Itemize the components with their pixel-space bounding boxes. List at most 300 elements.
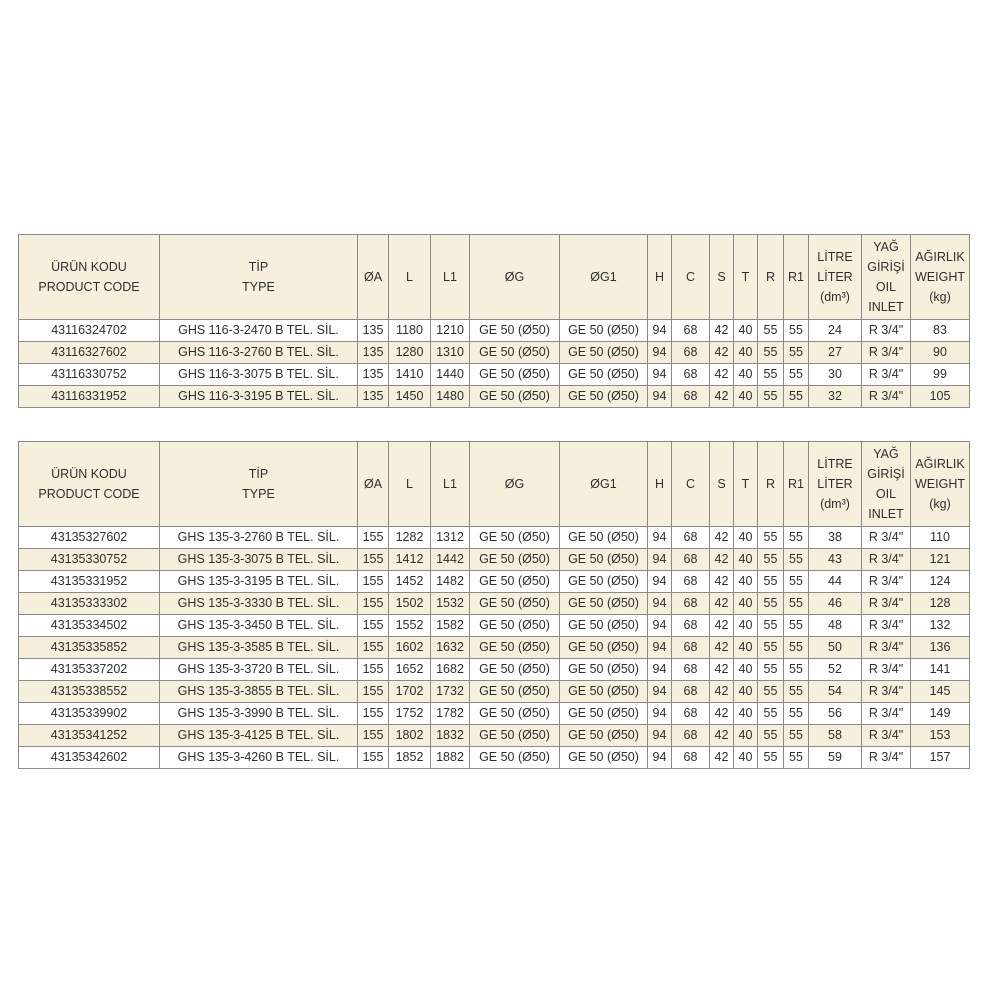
cell-dim-r1: 55 — [784, 527, 809, 549]
cell-dim-r: 55 — [758, 615, 784, 637]
cell-dim-s: 42 — [710, 593, 734, 615]
cell-dim-c: 68 — [672, 681, 710, 703]
cell-volume-litre: 54 — [809, 681, 862, 703]
cell-length-l: 1412 — [389, 549, 431, 571]
cell-dim-s: 42 — [710, 637, 734, 659]
cell-weight: 132 — [911, 615, 970, 637]
cell-type: GHS 135-3-3330 B TEL. SİL. — [160, 593, 358, 615]
header-line: INLET — [868, 300, 904, 314]
cell-diameter-g: GE 50 (Ø50) — [470, 659, 560, 681]
cell-length-l1: 1582 — [431, 615, 470, 637]
cell-oil-inlet: R 3/4" — [862, 681, 911, 703]
cell-length-l1: 1882 — [431, 747, 470, 769]
table-row — [19, 659, 970, 681]
cell-product-code: 43116331952 — [19, 386, 160, 408]
header-line: LİTRE — [817, 457, 853, 471]
header-g1: ØG1 — [560, 235, 648, 320]
cell-diameter-g: GE 50 (Ø50) — [470, 386, 560, 408]
header-line: (dm³) — [820, 497, 850, 511]
cell-length-l1: 1682 — [431, 659, 470, 681]
cell-dim-t: 40 — [734, 637, 758, 659]
cell-diameter-g: GE 50 (Ø50) — [470, 342, 560, 364]
cell-diameter-g: GE 50 (Ø50) — [470, 320, 560, 342]
cell-length-l1: 1442 — [431, 549, 470, 571]
header-a: ØA — [358, 442, 389, 527]
cell-dim-c: 68 — [672, 386, 710, 408]
cell-diameter-a: 155 — [358, 593, 389, 615]
cell-dim-c: 68 — [672, 615, 710, 637]
cell-dim-c: 68 — [672, 659, 710, 681]
cell-length-l: 1450 — [389, 386, 431, 408]
header-line: OIL — [875, 280, 897, 294]
cell-dim-t: 40 — [734, 386, 758, 408]
cell-product-code: 43135341252 — [19, 725, 160, 747]
cell-dim-h: 94 — [648, 571, 672, 593]
header-line: TYPE — [242, 487, 275, 501]
cell-dim-c: 68 — [672, 527, 710, 549]
cell-type: GHS 116-3-3195 B TEL. SİL. — [160, 386, 358, 408]
cell-diameter-a: 155 — [358, 725, 389, 747]
header-line: (dm³) — [820, 290, 850, 304]
cell-product-code: 43135331952 — [19, 571, 160, 593]
cell-length-l: 1452 — [389, 571, 431, 593]
header-s: S — [710, 442, 734, 527]
cell-length-l1: 1532 — [431, 593, 470, 615]
cell-oil-inlet: R 3/4" — [862, 659, 911, 681]
cell-dim-h: 94 — [648, 320, 672, 342]
cell-dim-h: 94 — [648, 681, 672, 703]
cell-diameter-a: 135 — [358, 320, 389, 342]
cell-volume-litre: 58 — [809, 725, 862, 747]
cell-oil-inlet: R 3/4" — [862, 364, 911, 386]
cell-dim-s: 42 — [710, 747, 734, 769]
cell-weight: 153 — [911, 725, 970, 747]
cell-dim-t: 40 — [734, 747, 758, 769]
cell-diameter-g: GE 50 (Ø50) — [470, 527, 560, 549]
cell-diameter-a: 155 — [358, 681, 389, 703]
header-c: C — [672, 442, 710, 527]
cell-volume-litre: 24 — [809, 320, 862, 342]
header-type — [160, 442, 358, 527]
table-row — [19, 637, 970, 659]
header-litre — [809, 442, 862, 527]
table-row — [19, 703, 970, 725]
cell-dim-s: 42 — [710, 659, 734, 681]
cell-product-code: 43135335852 — [19, 637, 160, 659]
header-s: S — [710, 235, 734, 320]
cell-oil-inlet: R 3/4" — [862, 593, 911, 615]
cell-product-code: 43135334502 — [19, 615, 160, 637]
header-line: INLET — [868, 507, 904, 521]
cell-length-l1: 1732 — [431, 681, 470, 703]
cell-weight: 105 — [911, 386, 970, 408]
cell-diameter-g: GE 50 (Ø50) — [470, 364, 560, 386]
table-row — [19, 747, 970, 769]
cell-type: GHS 135-3-3720 B TEL. SİL. — [160, 659, 358, 681]
cell-weight: 99 — [911, 364, 970, 386]
cell-dim-r1: 55 — [784, 637, 809, 659]
header-h: H — [648, 442, 672, 527]
cell-product-code: 43116327602 — [19, 342, 160, 364]
cell-type: GHS 116-3-2470 B TEL. SİL. — [160, 320, 358, 342]
cell-type: GHS 116-3-2760 B TEL. SİL. — [160, 342, 358, 364]
header-line: PRODUCT CODE — [38, 280, 140, 294]
cell-product-code: 43135342602 — [19, 747, 160, 769]
cell-dim-c: 68 — [672, 320, 710, 342]
cell-volume-litre: 50 — [809, 637, 862, 659]
cell-dim-r1: 55 — [784, 364, 809, 386]
cell-diameter-g: GE 50 (Ø50) — [470, 593, 560, 615]
cell-dim-t: 40 — [734, 615, 758, 637]
header-row — [19, 442, 970, 527]
cell-dim-h: 94 — [648, 364, 672, 386]
cell-dim-h: 94 — [648, 386, 672, 408]
cell-dim-r1: 55 — [784, 725, 809, 747]
cell-dim-t: 40 — [734, 725, 758, 747]
cell-dim-r: 55 — [758, 342, 784, 364]
cell-diameter-a: 155 — [358, 615, 389, 637]
cell-diameter-g1: GE 50 (Ø50) — [560, 549, 648, 571]
cell-type: GHS 116-3-3075 B TEL. SİL. — [160, 364, 358, 386]
cell-dim-r: 55 — [758, 747, 784, 769]
header-r1: R1 — [784, 442, 809, 527]
header-line: LİTER — [817, 270, 853, 284]
cell-dim-r1: 55 — [784, 342, 809, 364]
cell-weight: 157 — [911, 747, 970, 769]
cell-weight: 149 — [911, 703, 970, 725]
cell-dim-r: 55 — [758, 364, 784, 386]
cell-product-code: 43116330752 — [19, 364, 160, 386]
cell-length-l: 1602 — [389, 637, 431, 659]
cell-type: GHS 135-3-3195 B TEL. SİL. — [160, 571, 358, 593]
header-l: L — [389, 235, 431, 320]
cell-dim-r1: 55 — [784, 681, 809, 703]
cell-dim-r: 55 — [758, 637, 784, 659]
cell-length-l: 1502 — [389, 593, 431, 615]
cell-length-l1: 1440 — [431, 364, 470, 386]
cell-dim-t: 40 — [734, 527, 758, 549]
cell-weight: 145 — [911, 681, 970, 703]
spec-table-2 — [18, 441, 970, 769]
header-t: T — [734, 442, 758, 527]
cell-dim-h: 94 — [648, 342, 672, 364]
cell-oil-inlet: R 3/4" — [862, 747, 911, 769]
cell-dim-t: 40 — [734, 659, 758, 681]
header-oil-inlet — [862, 235, 911, 320]
cell-diameter-g1: GE 50 (Ø50) — [560, 681, 648, 703]
cell-dim-r1: 55 — [784, 747, 809, 769]
cell-dim-c: 68 — [672, 593, 710, 615]
cell-dim-r1: 55 — [784, 593, 809, 615]
header-line: LİTER — [817, 477, 853, 491]
header-litre — [809, 235, 862, 320]
header-h: H — [648, 235, 672, 320]
cell-diameter-a: 135 — [358, 342, 389, 364]
cell-dim-s: 42 — [710, 571, 734, 593]
cell-dim-r1: 55 — [784, 703, 809, 725]
cell-diameter-g1: GE 50 (Ø50) — [560, 320, 648, 342]
table-row — [19, 342, 970, 364]
cell-dim-s: 42 — [710, 725, 734, 747]
cell-dim-r: 55 — [758, 386, 784, 408]
header-line: TYPE — [242, 280, 275, 294]
header-g: ØG — [470, 235, 560, 320]
header-weight — [911, 235, 970, 320]
cell-oil-inlet: R 3/4" — [862, 637, 911, 659]
header-line: YAĞ — [873, 240, 899, 254]
header-line: (kg) — [929, 290, 951, 304]
cell-type: GHS 135-3-3990 B TEL. SİL. — [160, 703, 358, 725]
header-line: GİRİŞİ — [867, 260, 905, 274]
table-row — [19, 386, 970, 408]
header-line: WEIGHT — [915, 477, 965, 491]
cell-dim-s: 42 — [710, 364, 734, 386]
header-line: AĞIRLIK — [915, 457, 965, 471]
header-g1: ØG1 — [560, 442, 648, 527]
cell-length-l: 1410 — [389, 364, 431, 386]
cell-diameter-a: 135 — [358, 364, 389, 386]
cell-diameter-g: GE 50 (Ø50) — [470, 549, 560, 571]
cell-volume-litre: 59 — [809, 747, 862, 769]
cell-dim-r1: 55 — [784, 571, 809, 593]
table-row — [19, 549, 970, 571]
cell-diameter-g1: GE 50 (Ø50) — [560, 364, 648, 386]
cell-dim-c: 68 — [672, 364, 710, 386]
cell-dim-s: 42 — [710, 549, 734, 571]
cell-type: GHS 135-3-4260 B TEL. SİL. — [160, 747, 358, 769]
cell-diameter-g1: GE 50 (Ø50) — [560, 615, 648, 637]
cell-dim-t: 40 — [734, 571, 758, 593]
table-body — [19, 320, 970, 408]
table-row — [19, 527, 970, 549]
cell-dim-t: 40 — [734, 342, 758, 364]
cell-diameter-g1: GE 50 (Ø50) — [560, 386, 648, 408]
header-l1: L1 — [431, 235, 470, 320]
cell-volume-litre: 30 — [809, 364, 862, 386]
cell-dim-r: 55 — [758, 681, 784, 703]
cell-diameter-a: 155 — [358, 549, 389, 571]
cell-weight: 136 — [911, 637, 970, 659]
cell-diameter-g: GE 50 (Ø50) — [470, 703, 560, 725]
cell-dim-r: 55 — [758, 725, 784, 747]
cell-length-l: 1652 — [389, 659, 431, 681]
cell-dim-h: 94 — [648, 527, 672, 549]
cell-volume-litre: 48 — [809, 615, 862, 637]
table-row — [19, 571, 970, 593]
cell-dim-r: 55 — [758, 703, 784, 725]
cell-diameter-g: GE 50 (Ø50) — [470, 725, 560, 747]
cell-dim-s: 42 — [710, 320, 734, 342]
header-t: T — [734, 235, 758, 320]
cell-length-l1: 1782 — [431, 703, 470, 725]
cell-weight: 128 — [911, 593, 970, 615]
cell-dim-t: 40 — [734, 703, 758, 725]
cell-diameter-a: 155 — [358, 747, 389, 769]
cell-diameter-a: 155 — [358, 703, 389, 725]
cell-diameter-g: GE 50 (Ø50) — [470, 615, 560, 637]
cell-type: GHS 135-3-3585 B TEL. SİL. — [160, 637, 358, 659]
cell-dim-r: 55 — [758, 659, 784, 681]
cell-dim-r: 55 — [758, 593, 784, 615]
cell-weight: 141 — [911, 659, 970, 681]
cell-dim-s: 42 — [710, 615, 734, 637]
cell-dim-r1: 55 — [784, 659, 809, 681]
header-line: PRODUCT CODE — [38, 487, 140, 501]
cell-diameter-a: 155 — [358, 571, 389, 593]
cell-dim-s: 42 — [710, 386, 734, 408]
header-product-code — [19, 235, 160, 320]
cell-volume-litre: 27 — [809, 342, 862, 364]
header-line: GİRİŞİ — [867, 467, 905, 481]
cell-diameter-g1: GE 50 (Ø50) — [560, 725, 648, 747]
cell-length-l1: 1210 — [431, 320, 470, 342]
cell-weight: 121 — [911, 549, 970, 571]
cell-type: GHS 135-3-3075 B TEL. SİL. — [160, 549, 358, 571]
cell-volume-litre: 56 — [809, 703, 862, 725]
cell-diameter-a: 155 — [358, 527, 389, 549]
header-line: ÜRÜN KODU — [51, 467, 127, 481]
cell-weight: 83 — [911, 320, 970, 342]
cell-dim-s: 42 — [710, 342, 734, 364]
table-row — [19, 364, 970, 386]
cell-dim-h: 94 — [648, 747, 672, 769]
cell-product-code: 43135338552 — [19, 681, 160, 703]
cell-dim-r: 55 — [758, 527, 784, 549]
cell-oil-inlet: R 3/4" — [862, 703, 911, 725]
header-line: YAĞ — [873, 447, 899, 461]
table-row — [19, 681, 970, 703]
header-r: R — [758, 235, 784, 320]
cell-product-code: 43116324702 — [19, 320, 160, 342]
cell-weight: 90 — [911, 342, 970, 364]
cell-dim-h: 94 — [648, 659, 672, 681]
cell-length-l: 1282 — [389, 527, 431, 549]
header-g: ØG — [470, 442, 560, 527]
header-line: LİTRE — [817, 250, 853, 264]
cell-volume-litre: 32 — [809, 386, 862, 408]
cell-dim-h: 94 — [648, 615, 672, 637]
header-r: R — [758, 442, 784, 527]
cell-diameter-a: 155 — [358, 659, 389, 681]
cell-diameter-g1: GE 50 (Ø50) — [560, 659, 648, 681]
cell-length-l: 1552 — [389, 615, 431, 637]
header-row — [19, 235, 970, 320]
table-row — [19, 320, 970, 342]
cell-dim-c: 68 — [672, 725, 710, 747]
cell-type: GHS 135-3-2760 B TEL. SİL. — [160, 527, 358, 549]
cell-dim-r: 55 — [758, 320, 784, 342]
cell-dim-c: 68 — [672, 703, 710, 725]
cell-oil-inlet: R 3/4" — [862, 615, 911, 637]
cell-volume-litre: 38 — [809, 527, 862, 549]
cell-oil-inlet: R 3/4" — [862, 527, 911, 549]
header-line: WEIGHT — [915, 270, 965, 284]
cell-volume-litre: 52 — [809, 659, 862, 681]
cell-length-l1: 1312 — [431, 527, 470, 549]
cell-diameter-g: GE 50 (Ø50) — [470, 571, 560, 593]
cell-type: GHS 135-3-3450 B TEL. SİL. — [160, 615, 358, 637]
cell-dim-s: 42 — [710, 681, 734, 703]
cell-type: GHS 135-3-3855 B TEL. SİL. — [160, 681, 358, 703]
cell-length-l: 1702 — [389, 681, 431, 703]
header-a: ØA — [358, 235, 389, 320]
cell-length-l1: 1832 — [431, 725, 470, 747]
table-body — [19, 527, 970, 769]
cell-dim-s: 42 — [710, 527, 734, 549]
cell-dim-r1: 55 — [784, 320, 809, 342]
cell-dim-h: 94 — [648, 549, 672, 571]
cell-dim-r1: 55 — [784, 386, 809, 408]
cell-dim-r1: 55 — [784, 549, 809, 571]
cell-dim-t: 40 — [734, 364, 758, 386]
header-type — [160, 235, 358, 320]
cell-diameter-g: GE 50 (Ø50) — [470, 637, 560, 659]
cell-length-l1: 1480 — [431, 386, 470, 408]
cell-dim-c: 68 — [672, 637, 710, 659]
cell-product-code: 43135339902 — [19, 703, 160, 725]
header-l1: L1 — [431, 442, 470, 527]
cell-oil-inlet: R 3/4" — [862, 320, 911, 342]
cell-volume-litre: 43 — [809, 549, 862, 571]
cell-dim-h: 94 — [648, 593, 672, 615]
cell-length-l: 1802 — [389, 725, 431, 747]
cell-dim-h: 94 — [648, 637, 672, 659]
cell-volume-litre: 46 — [809, 593, 862, 615]
cell-dim-c: 68 — [672, 747, 710, 769]
cell-dim-c: 68 — [672, 571, 710, 593]
cell-length-l1: 1632 — [431, 637, 470, 659]
cell-weight: 124 — [911, 571, 970, 593]
cell-dim-t: 40 — [734, 593, 758, 615]
cell-dim-t: 40 — [734, 320, 758, 342]
cell-diameter-g1: GE 50 (Ø50) — [560, 527, 648, 549]
cell-diameter-g1: GE 50 (Ø50) — [560, 637, 648, 659]
cell-oil-inlet: R 3/4" — [862, 342, 911, 364]
cell-oil-inlet: R 3/4" — [862, 386, 911, 408]
cell-dim-c: 68 — [672, 342, 710, 364]
cell-diameter-g1: GE 50 (Ø50) — [560, 703, 648, 725]
header-line: OIL — [875, 487, 897, 501]
spec-table-1 — [18, 234, 970, 408]
cell-dim-t: 40 — [734, 549, 758, 571]
cell-oil-inlet: R 3/4" — [862, 549, 911, 571]
header-c: C — [672, 235, 710, 320]
cell-volume-litre: 44 — [809, 571, 862, 593]
cell-diameter-a: 155 — [358, 637, 389, 659]
header-r1: R1 — [784, 235, 809, 320]
cell-length-l: 1752 — [389, 703, 431, 725]
header-l: L — [389, 442, 431, 527]
header-weight — [911, 442, 970, 527]
cell-product-code: 43135330752 — [19, 549, 160, 571]
cell-dim-r: 55 — [758, 549, 784, 571]
cell-product-code: 43135327602 — [19, 527, 160, 549]
cell-diameter-g: GE 50 (Ø50) — [470, 747, 560, 769]
cell-dim-r1: 55 — [784, 615, 809, 637]
cell-diameter-a: 135 — [358, 386, 389, 408]
cell-oil-inlet: R 3/4" — [862, 571, 911, 593]
header-line: (kg) — [929, 497, 951, 511]
cell-product-code: 43135333302 — [19, 593, 160, 615]
cell-diameter-g: GE 50 (Ø50) — [470, 681, 560, 703]
header-line: TİP — [248, 467, 269, 481]
table-row — [19, 615, 970, 637]
cell-dim-h: 94 — [648, 703, 672, 725]
cell-weight: 110 — [911, 527, 970, 549]
cell-diameter-g1: GE 50 (Ø50) — [560, 747, 648, 769]
table-row — [19, 725, 970, 747]
cell-diameter-g1: GE 50 (Ø50) — [560, 571, 648, 593]
